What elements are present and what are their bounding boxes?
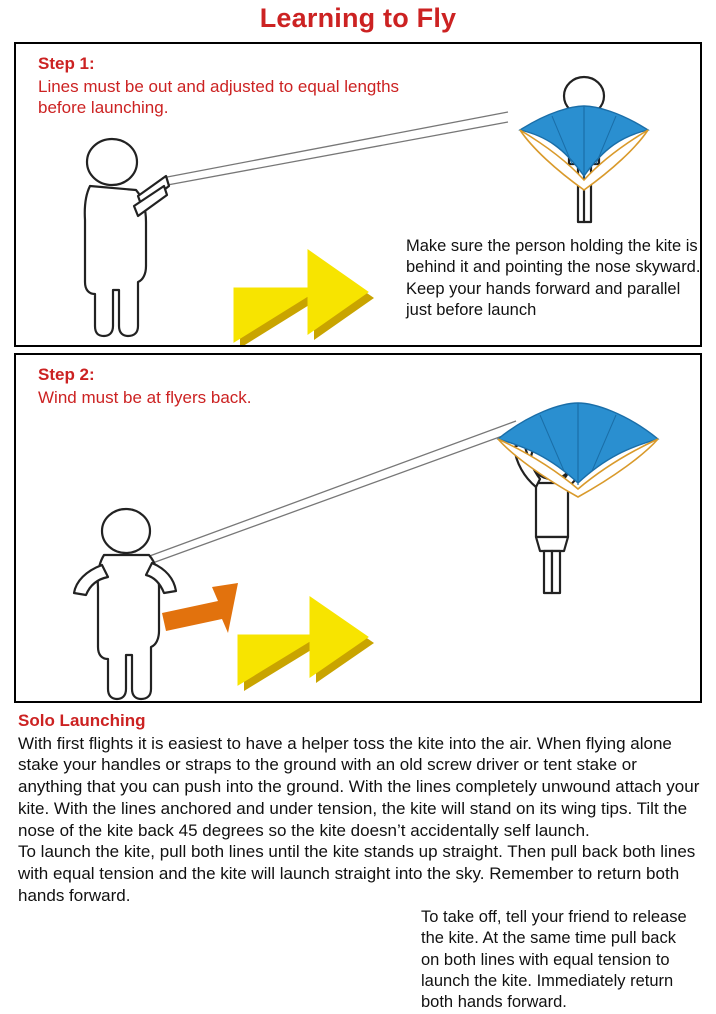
page-title: Learning to Fly [259, 3, 457, 33]
solo-launching-heading: Solo Launching [18, 710, 146, 730]
kite-lines-icon [136, 421, 516, 569]
step1-panel [14, 42, 702, 347]
solo-paragraph-1: With first flights it is easiest to have a helper toss the kite into the air. When flying alone stake your handles or straps to the ground with an old screw driver or tent stake or anything that you can push into the ground. With the lines completely unwound attach your kite. With the lines anchored and under tension, the kite will stand on its wing tips. Tilt the nose of the kite back 45 degrees so the kite doesn’t accidentally self launch. [18, 733, 700, 840]
kite-lines-icon [162, 112, 508, 186]
solo-paragraph-2: To launch the kite, pull both lines until the kite stands up straight. Then pull back both lines with equal tension and the kite will launch straight into the sky. Remember to return both hands forward. [18, 842, 696, 905]
yellow-arrow-icon [234, 250, 374, 345]
pilot-figure-icon [74, 509, 176, 699]
step2-illustration [16, 355, 700, 701]
step1-note: Make sure the person holding the kite is behind it and pointing the nose skyward. Keep your hands forward and parallel just before launch [406, 236, 701, 319]
step2-text: Wind must be at flyers back. [38, 387, 252, 407]
yellow-arrow-icon [238, 597, 374, 691]
step1-text: Lines must be out and adjusted to equal lengths before launching. [38, 76, 400, 117]
step1-label: Step 1: [38, 53, 95, 73]
step2-label: Step 2: [38, 364, 95, 384]
solo-launching-body [18, 733, 702, 907]
step2-note: To take off, tell your friend to release the kite. At the same time pull back on both lines with equal tension to launch the kite. Immediately return both hands forward. [421, 907, 687, 1012]
pilot-figure-icon [85, 139, 169, 336]
kite-icon [520, 106, 648, 190]
